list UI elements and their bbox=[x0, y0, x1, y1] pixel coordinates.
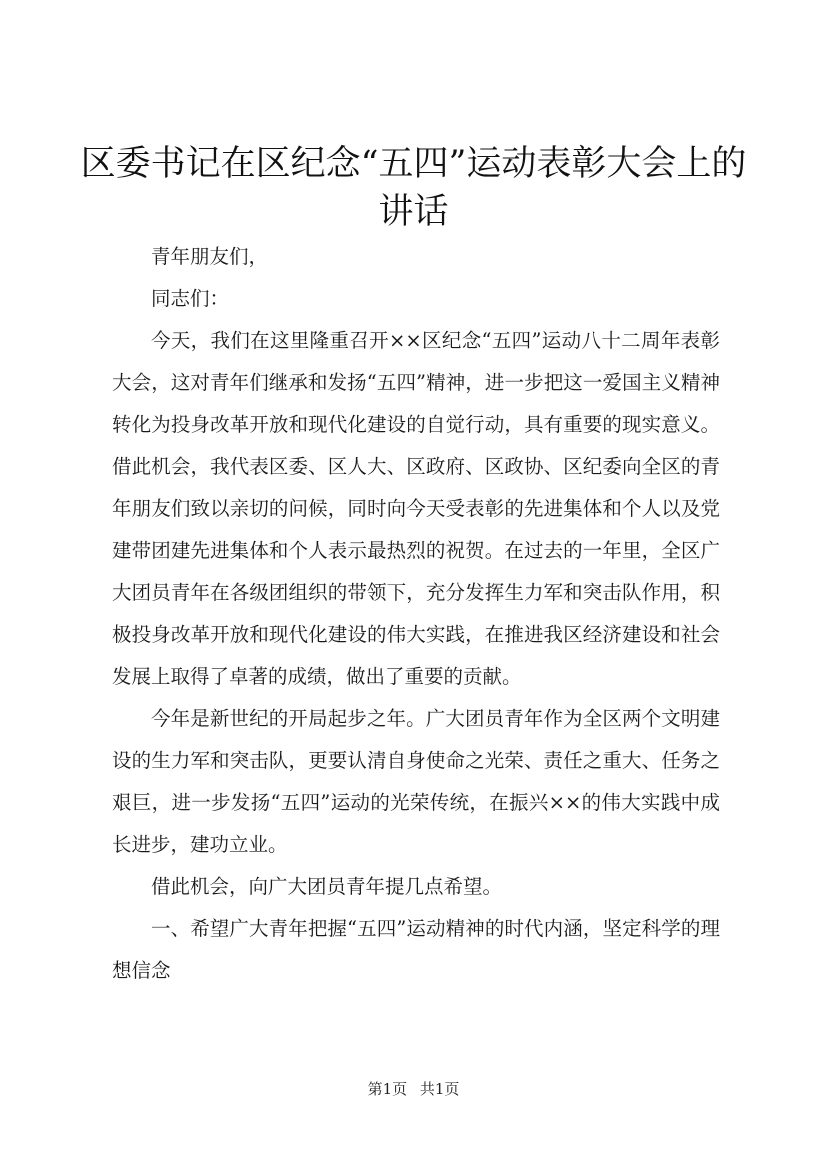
salutation-youth: 青年朋友们， bbox=[151, 245, 269, 268]
page-number: 第1页 bbox=[367, 1080, 408, 1098]
paragraph-opening: 今天，我们在这里隆重召开××区纪念“五四”运动八十二周年表彰大会，这对青年们继承和发扬“五四”精神，进一步把这一爱国主义精神转化为投身改革开放和现代化建设的自觉行动，具有重要的现实意义。借此机会，我代表区委、区人大、区政府、区政协、区纪委向全区的青年朋友们致以亲切的问候，同时向今天受表彰的先进集体和个人以及党建带团建先进集体和个人表示最热烈的祝贺。在过去的一年里，全区广大团员青年在各级团组织的带领下，充分发挥生力军和突击队作用，积极投身改革开放和现代化建设的伟大实践，在推进我区经济建设和社会发展上取得了卓著的成绩，做出了重要的贡献。 bbox=[112, 329, 720, 688]
document-title: 区委书记在区纪念“五四”运动表彰大会上的讲话 bbox=[80, 144, 747, 232]
salutation-comrades: 同志们： bbox=[151, 287, 230, 310]
page-footer bbox=[0, 1078, 827, 1099]
document-body bbox=[112, 236, 720, 992]
paragraph-hopes-intro: 借此机会，向广大团员青年提几点希望。 bbox=[151, 875, 503, 898]
page-total: 共1页 bbox=[419, 1080, 460, 1098]
paragraph-new-century: 今年是新世纪的开局起步之年。广大团员青年作为全区两个文明建设的生力军和突击队，更要认清自身使命之光荣、责任之重大、任务之艰巨，进一步发扬“五四”运动的光荣传统，在振兴××的伟大实践中成长进步，建功立业。 bbox=[112, 707, 720, 856]
paragraph-hope-one: 一、希望广大青年把握“五四”运动精神的时代内涵，坚定科学的理想信念 bbox=[112, 917, 720, 982]
